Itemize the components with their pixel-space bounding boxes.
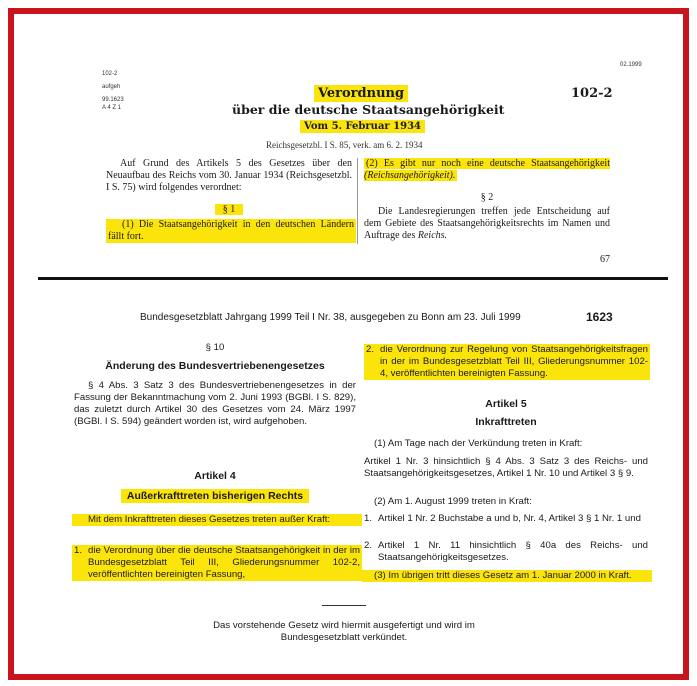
gazette-header: Bundesgesetzblatt Jahrgang 1999 Teil I Nr. 38, ausgegeben zu Bonn am 23. Juli 1999 <box>140 312 521 323</box>
item-number: 2. <box>366 344 375 355</box>
article-5-title: Inkrafttreten <box>475 416 537 428</box>
article-4-item-2 <box>364 344 650 380</box>
section-2-reich: Reichs. <box>417 230 448 241</box>
regulation-number: 102-2 <box>571 86 613 101</box>
article-4-item-1 <box>72 545 362 581</box>
top-document <box>14 14 683 276</box>
article-4-intro: Mit dem Inkrafttreten dieses Gesetzes treten außer Kraft: <box>72 514 362 526</box>
regulation-source: Reichsgesetzbl. I S. 85, verk. am 6. 2. 1934 <box>266 140 423 150</box>
section-10-text: § 4 Abs. 3 Satz 3 des Bundesvertriebenengesetzes in der Fassung der Bekanntmachung vom 2. Juni 1993 (BGBl. I S. 829), das zuletzt durch Artikel 30 des Gesetzes vom 24. März 1997 (BGBl. I S. 594) geändert worden ist, wird aufgehoben. <box>74 380 356 427</box>
section-1-paragraph-2-text: (2) Es gibt nur noch eine deutsche Staatsangehörigkeit <box>366 158 610 169</box>
article-5-paragraph-1: (1) Am Tage nach der Verkündung treten in Kraft: <box>374 438 583 449</box>
article-4-title: Außerkrafttreten bisherigen Rechts <box>121 489 309 503</box>
section-10-title: Änderung des Bundesvertriebenengesetzes <box>105 360 325 372</box>
article-5-paragraph-2-item-1 <box>364 513 648 525</box>
margin-note-line: aufgeh <box>102 84 121 90</box>
section-1-paragraph-2 <box>364 158 610 182</box>
document-frame <box>8 8 689 680</box>
margin-note-line: 99.1623 <box>102 97 124 103</box>
gazette-page-number: 1623 <box>586 310 613 324</box>
item-number: 1. <box>364 513 373 524</box>
article-5-paragraph-2-item-2 <box>364 540 648 564</box>
article-5-paragraph-2: (2) Am 1. August 1999 treten in Kraft: <box>374 496 532 507</box>
section-2-body: Die Landesregierungen treffen jede Entscheidung auf dem Gebiete des Staatsangehörigkeitsrechts im Namen und Auftrage des <box>364 206 610 241</box>
closing-statement: Das vorstehende Gesetz wird hiermit ausgefertigt und wird im Bundesgesetzblatt verkündet. <box>213 620 475 643</box>
margin-note-left <box>102 70 124 112</box>
article-4-heading: Artikel 4 <box>194 470 236 482</box>
column-rule <box>357 158 358 244</box>
item-text: die Verordnung über die deutsche Staatsangehörigkeit in der im Bundesgesetzblatt Teil III, Gliederungsnummer 102-2, veröffentlichten bereinigten Fassung, <box>88 545 360 580</box>
regulation-date: Vom 5. Februar 1934 <box>300 120 425 133</box>
item-text: Artikel 1 Nr. 11 hinsichtlich § 40a des Reichs- und Staatsangehörigkeitsgesetzes. <box>378 540 648 563</box>
margin-note-line: A 4 Z 1 <box>102 105 122 111</box>
article-5-heading: Artikel 5 <box>485 398 527 410</box>
article-4-title-wrap <box>74 490 356 502</box>
section-1-heading-wrap <box>106 204 352 216</box>
item-number: 2. <box>364 540 373 551</box>
regulation-subtitle: über die deutsche Staatsangehörigkeit <box>232 102 505 117</box>
section-10-heading: § 10 <box>205 342 225 353</box>
margin-note-right: 02.1999 <box>620 62 642 68</box>
article-5-paragraph-1-text: Artikel 1 Nr. 3 hinsichtlich § 4 Abs. 3 Satz 3 des Reichs- und Staatsangehörigkeitsgesetzes, Artikel 1 Nr. 10 und Artikel 3 § 9. <box>364 456 648 479</box>
margin-note-line: 102-2 <box>102 71 118 77</box>
regulation-title: Verordnung <box>314 85 408 102</box>
section-1-paragraph-1: (1) Die Staatsangehörigkeit in den deutschen Ländern fällt fort. <box>108 219 354 242</box>
section-1-heading: § 1 <box>215 204 244 215</box>
article-5-paragraph-3: (3) Im übrigen tritt dieses Gesetz am 1. Januar 2000 in Kraft. <box>362 570 652 582</box>
section-2-text <box>364 206 610 242</box>
closing-rule <box>322 605 366 606</box>
item-text: Artikel 1 Nr. 2 Buchstabe a und b, Nr. 4, Artikel 3 § 1 Nr. 1 und <box>378 513 641 524</box>
top-page-number: 67 <box>600 254 610 265</box>
preamble: Auf Grund des Artikels 5 des Gesetzes über den Neuaufbau des Reichs vom 30. Januar 1934 (Reichsgesetzbl. I S. 75) wird folgendes verordnet: <box>106 158 352 193</box>
item-number: 1. <box>74 545 83 556</box>
item-text: die Verordnung zur Regelung von Staatsangehörigkeitsfragen in der im Bundesgesetzblatt Teil III, Gliederungsnummer 102-4, veröffentlichten bereinigten Fassung. <box>380 344 648 379</box>
document-divider <box>38 277 668 280</box>
section-2-heading: § 2 <box>480 192 494 203</box>
section-1-paragraph-2-italic: (Reichsangehörigkeit). <box>364 170 456 181</box>
